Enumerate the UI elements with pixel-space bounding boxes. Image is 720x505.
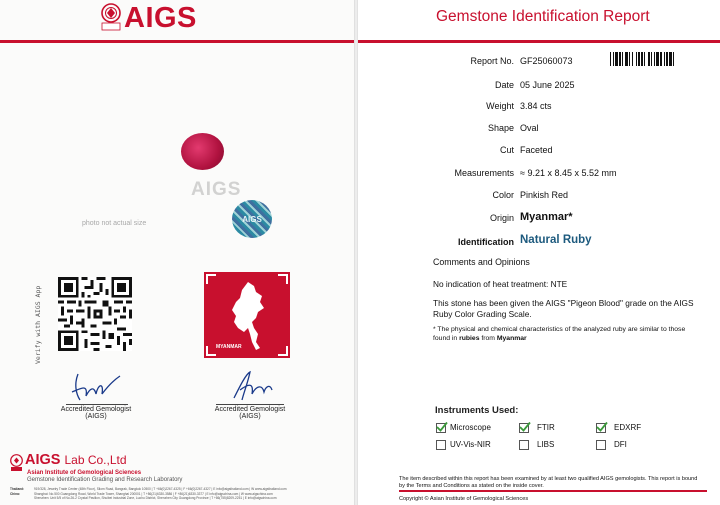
comment-heat: No indication of heat treatment: NTE	[433, 279, 568, 289]
comments-title: Comments and Opinions	[433, 257, 530, 267]
aigs-logo-text: AIGS	[124, 2, 197, 34]
instrument-libs: LIBS	[537, 440, 555, 449]
signer-1-org: (AIGS)	[85, 413, 107, 420]
signature-1	[68, 370, 126, 404]
shape-value: Oval	[520, 123, 539, 133]
instrument-edxrf: EDXRF	[614, 423, 642, 432]
left-header-rule	[0, 40, 355, 43]
ruby-photo	[181, 133, 224, 170]
lab-addresses	[10, 487, 350, 501]
address-row: Shenzhen: Unit 5/5 of No.26-2 Crystal Pavilion, Shuibei Industrial Zone, Luohu District, Shenzhen City Guangdong Province | T +86(755)8209-2251 | E info@aigschina.com	[34, 496, 277, 501]
footnote-rubies: rubies	[459, 334, 480, 342]
footer-rule	[399, 490, 707, 492]
check-icon	[596, 421, 608, 433]
measurements-label: Measurements	[454, 168, 514, 178]
lab-subtitle	[27, 470, 182, 484]
cut-label: Cut	[499, 145, 514, 155]
check-icon	[436, 421, 448, 433]
lab-company-name	[25, 452, 127, 468]
footer-note: The item described within this report has been examined by at least two qualified AIGS gemologists. This report is bound by the Terms and Conditions as stated on the inside cover.	[399, 476, 698, 489]
cut-value: Faceted	[520, 145, 553, 155]
copyright: Copyright © Asian Institute of Gemological Sciences	[399, 496, 529, 502]
checkbox-edxrf[interactable]	[596, 423, 606, 433]
origin-label: Origin	[489, 213, 514, 223]
color-label: Color	[492, 190, 514, 200]
check-icon	[519, 421, 531, 433]
comment-grade: This stone has been given the AIGS "Pigeon Blood" grade on the AIGS Ruby Color Grading Scale.	[433, 298, 694, 319]
verification-qr-code[interactable]	[58, 277, 132, 351]
report-barcode	[610, 52, 706, 66]
signer-2-title: Accredited Gemologist	[214, 406, 286, 413]
right-header-rule	[358, 40, 720, 43]
signer-2-org: (AIGS)	[239, 413, 261, 420]
signature-2	[222, 368, 280, 404]
signer-1-caption	[56, 406, 136, 420]
instrument-dfi: DFI	[614, 440, 627, 449]
checkbox-uv-vis-nir[interactable]	[436, 440, 446, 450]
date-value: 05 June 2025	[520, 80, 575, 90]
footnote-myanmar: Myanmar	[496, 334, 527, 342]
certificate-left-page	[0, 0, 355, 505]
lab-tagline: Gemstone Identification Grading and Research Laboratory	[27, 477, 183, 483]
report-title: Gemstone Identification Report	[436, 8, 650, 25]
checkbox-ftir[interactable]	[519, 423, 529, 433]
weight-label: Weight	[486, 101, 514, 111]
hologram-sticker	[232, 200, 272, 238]
signer-1-title: Accredited Gemologist	[60, 406, 132, 413]
identification-label: Identification	[458, 237, 514, 247]
signature-line-1	[66, 404, 128, 405]
lab-seal-logo	[10, 454, 23, 472]
verify-app-text: Verify with AIGS App	[34, 285, 42, 364]
map-label: MYANMAR	[216, 344, 242, 350]
checkbox-microscope[interactable]	[436, 423, 446, 433]
instrument-ftir: FTIR	[537, 423, 555, 432]
signer-2-caption	[210, 406, 290, 420]
aigs-watermark: AIGS	[191, 179, 242, 200]
lab-brand: AIGS	[25, 452, 61, 468]
measurements-value: ≈ 9.21 x 8.45 x 5.52 mm	[520, 168, 617, 178]
photo-note: photo not actual size	[82, 220, 147, 227]
address-row: China: Shanghai: No.500 Guangdong Road, World Trade Tower, Shanghai 200001 | T +86(21)6330-3586 | F +86(21)6330-3377 | E info@aigschina.com | W www.aigschina.com	[10, 491, 273, 496]
checkbox-libs[interactable]	[519, 440, 529, 450]
signature-line-2	[216, 404, 284, 405]
origin-value: Myanmar*	[520, 211, 573, 223]
date-label: Date	[494, 80, 514, 90]
instrument-microscope: Microscope	[450, 423, 491, 432]
checkbox-dfi[interactable]	[596, 440, 606, 450]
instrument-uv-vis-nir: UV-Vis-NIR	[450, 440, 491, 449]
color-value: Pinkish Red	[520, 190, 569, 200]
address-row: Thailand: 919/328, Jewelry Trade Center (48th Floor), Silom Road, Bangrak, Bangkok 10500 | T +66(0)2267-4325 | F +66(0)2267-4327 | E info@aigsthailand.com | W www.aigsthailand.com	[10, 487, 287, 491]
report-no-label: Report No.	[470, 56, 514, 66]
report-no-value: GF25060073	[520, 56, 573, 66]
weight-value: 3.84 cts	[520, 101, 552, 111]
aigs-seal-logo	[101, 3, 121, 31]
comment-footnote: * The physical and chemical characteristics of the analyzed ruby are similar to those found in rubies from Myanmar	[433, 326, 686, 342]
shape-label: Shape	[487, 123, 514, 133]
identification-value: Natural Ruby	[520, 234, 592, 246]
instruments-title: Instruments Used:	[435, 405, 519, 416]
lab-institute-name: Asian Institute of Gemological Sciences	[27, 470, 142, 476]
lab-suffix: Lab Co.,Ltd	[64, 453, 127, 467]
hologram-text: AIGS	[242, 214, 262, 224]
